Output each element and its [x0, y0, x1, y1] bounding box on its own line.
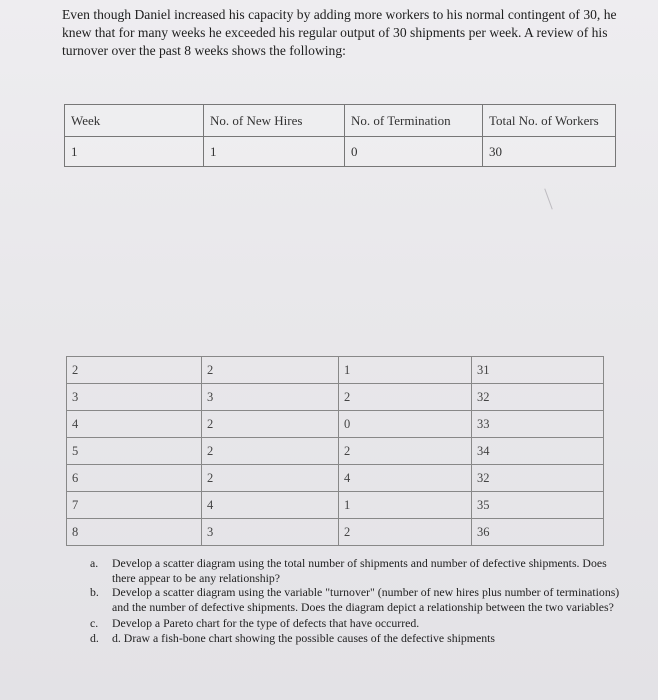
- cell-week: 8: [67, 519, 202, 546]
- question-label: c.: [90, 616, 99, 630]
- question-text: Develop a scatter diagram using the variable "turnover" (number of new hires plus number of terminations) and the number of defective shipments. Does the diagram depict a relationship between the two variables?: [112, 585, 620, 614]
- cell-total-workers: 32: [472, 384, 604, 411]
- table-row: [67, 384, 604, 411]
- cell-week: 1: [65, 137, 204, 167]
- question-text: d. Draw a fish-bone chart showing the possible causes of the defective shipments: [112, 630, 495, 645]
- turnover-table-continued: [66, 356, 604, 546]
- cell-new-hires: 2: [202, 465, 339, 492]
- cell-terminations: 2: [339, 438, 472, 465]
- question-c: [86, 616, 626, 631]
- table-row: [67, 438, 604, 465]
- cell-total-workers: 33: [472, 411, 604, 438]
- cell-week: 3: [67, 384, 202, 411]
- turnover-table-header: [64, 104, 616, 167]
- question-text: Develop a scatter diagram using the total number of shipments and number of defective shipments. Does there appear to be any relationship?: [112, 556, 607, 585]
- table-row: [67, 411, 604, 438]
- cell-total-workers: 35: [472, 492, 604, 519]
- cell-new-hires: 3: [202, 384, 339, 411]
- cell-terminations: 2: [339, 519, 472, 546]
- cell-total-workers: 30: [483, 137, 616, 167]
- table-row: [67, 492, 604, 519]
- problem-intro-text: Even though Daniel increased his capacity by adding more workers to his normal contingent of 30, he knew that for many weeks he exceeded his regular output of 30 shipments per week. A review of his turnover over the past 8 weeks shows the following:: [62, 7, 617, 58]
- cell-week: 6: [67, 465, 202, 492]
- question-list: [86, 556, 626, 645]
- cell-total-workers: 32: [472, 465, 604, 492]
- cell-new-hires: 2: [202, 357, 339, 384]
- cell-total-workers: 34: [472, 438, 604, 465]
- header-total-workers: Total No. of Workers: [483, 105, 616, 137]
- question-text: Develop a Pareto chart for the type of defects that have occurred.: [112, 616, 420, 630]
- cell-terminations: 4: [339, 465, 472, 492]
- question-b: [86, 585, 626, 614]
- cell-new-hires: 2: [202, 411, 339, 438]
- table-row: [67, 519, 604, 546]
- table-row: [67, 357, 604, 384]
- cell-terminations: 1: [339, 357, 472, 384]
- cell-terminations: 0: [339, 411, 472, 438]
- table-row: [65, 137, 616, 167]
- pencil-mark: [544, 188, 552, 209]
- header-new-hires: No. of New Hires: [204, 105, 345, 137]
- cell-new-hires: 4: [202, 492, 339, 519]
- question-label: a.: [90, 556, 99, 570]
- cell-week: 5: [67, 438, 202, 465]
- table-header-row: [65, 105, 616, 137]
- cell-new-hires: 3: [202, 519, 339, 546]
- cell-total-workers: 36: [472, 519, 604, 546]
- question-label: b.: [90, 585, 99, 599]
- cell-terminations: 0: [345, 137, 483, 167]
- cell-new-hires: 2: [202, 438, 339, 465]
- cell-terminations: 2: [339, 384, 472, 411]
- cell-week: 2: [67, 357, 202, 384]
- table-row: [67, 465, 604, 492]
- cell-terminations: 1: [339, 492, 472, 519]
- cell-new-hires: 1: [204, 137, 345, 167]
- question-label: d.: [90, 630, 99, 645]
- header-terminations: No. of Termination: [345, 105, 483, 137]
- cell-total-workers: 31: [472, 357, 604, 384]
- cell-week: 7: [67, 492, 202, 519]
- header-week: Week: [65, 105, 204, 137]
- cell-week: 4: [67, 411, 202, 438]
- question-a: [86, 556, 626, 585]
- question-d: [86, 631, 626, 646]
